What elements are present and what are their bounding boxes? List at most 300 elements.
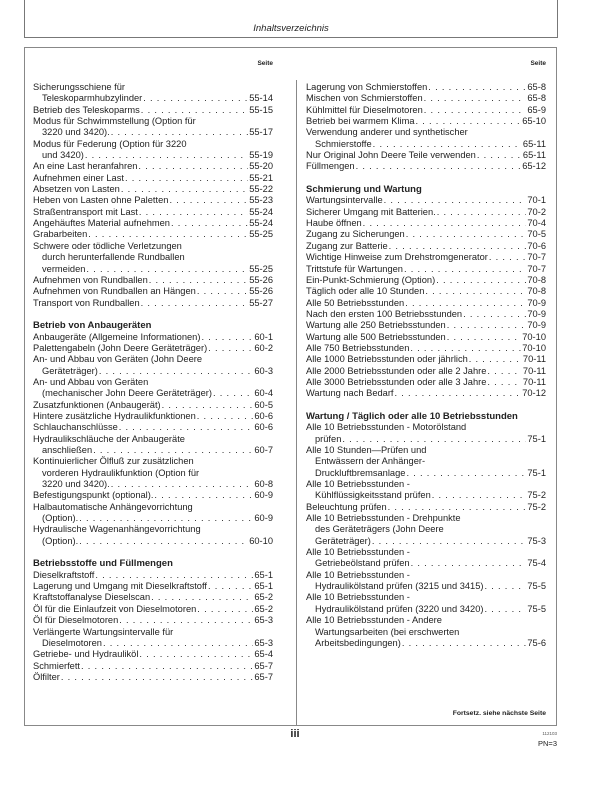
toc-page-ref[interactable]: 55-25 bbox=[249, 229, 273, 240]
toc-page-ref[interactable]: 55-17 bbox=[249, 127, 273, 138]
toc-entry[interactable] bbox=[33, 502, 273, 525]
toc-page-ref[interactable]: 65-2 bbox=[254, 603, 273, 614]
toc-entry-row bbox=[33, 286, 273, 297]
toc-entry[interactable] bbox=[306, 275, 546, 286]
toc-entry[interactable] bbox=[306, 422, 546, 445]
toc-entry[interactable] bbox=[306, 207, 546, 218]
toc-page-ref[interactable]: 65-3 bbox=[254, 637, 273, 648]
toc-entry-text: Anbaugeräte (Allgemeine Informationen) bbox=[33, 331, 201, 342]
toc-entry-row bbox=[306, 275, 546, 286]
toc-entry-text: An eine Last heranfahren bbox=[33, 161, 138, 172]
toc-page-ref[interactable]: 55-14 bbox=[249, 93, 273, 104]
toc-entry[interactable] bbox=[33, 592, 273, 603]
toc-entry[interactable] bbox=[33, 241, 273, 275]
dot-leader bbox=[93, 445, 253, 456]
toc-entry[interactable] bbox=[33, 332, 273, 343]
dot-leader bbox=[485, 604, 527, 615]
toc-entry[interactable] bbox=[306, 298, 546, 309]
dot-leader bbox=[169, 195, 248, 206]
dot-leader bbox=[141, 298, 249, 309]
toc-entry-row bbox=[306, 354, 546, 365]
toc-entry-row bbox=[33, 207, 273, 218]
toc-entry-row bbox=[306, 229, 546, 240]
toc-entry-row bbox=[306, 468, 546, 479]
toc-page-ref[interactable]: 55-15 bbox=[249, 104, 273, 115]
toc-entry-row bbox=[306, 241, 546, 252]
toc-entry-text: An- und Abbau von Geräten (John Deere bbox=[33, 354, 203, 365]
toc-entry-text: Verlängerte Wartungsintervalle für bbox=[33, 626, 174, 637]
dot-leader bbox=[95, 570, 253, 581]
dot-leader bbox=[85, 150, 248, 161]
toc-entry[interactable] bbox=[33, 218, 273, 229]
document-code: 112103 bbox=[542, 731, 557, 736]
toc-entry-text: Füllmengen bbox=[306, 161, 355, 172]
toc-entry[interactable] bbox=[33, 229, 273, 240]
toc-page-ref[interactable]: 65-11 bbox=[522, 138, 546, 149]
toc-page-ref[interactable]: 65-2 bbox=[254, 592, 273, 603]
toc-page-ref[interactable]: 65-8 bbox=[527, 93, 546, 104]
toc-page-ref[interactable]: 55-27 bbox=[249, 297, 273, 308]
toc-entry[interactable] bbox=[33, 604, 273, 615]
toc-entry[interactable] bbox=[306, 161, 546, 172]
dot-leader bbox=[151, 592, 253, 603]
toc-page-ref[interactable]: 60-6 bbox=[254, 422, 273, 433]
toc-entry[interactable] bbox=[33, 400, 273, 411]
dot-leader bbox=[487, 366, 522, 377]
toc-entry-text: durch herunterfallende Rundballen bbox=[42, 252, 185, 263]
toc-entry[interactable] bbox=[306, 332, 546, 343]
toc-page-ref[interactable]: 65-3 bbox=[254, 615, 273, 626]
toc-entry-text: Alle 2000 Betriebsstunden oder alle 2 Jahre bbox=[306, 365, 487, 376]
toc-entry[interactable] bbox=[306, 354, 546, 365]
toc-page-ref[interactable]: 65-9 bbox=[527, 104, 546, 115]
toc-entry-text: Angehäuftes Material aufnehmen bbox=[33, 218, 170, 229]
toc-page-ref[interactable]: 55-26 bbox=[249, 286, 273, 297]
toc-page-ref[interactable]: 70-10 bbox=[522, 342, 546, 353]
dot-leader bbox=[171, 218, 248, 229]
toc-entry-row bbox=[33, 229, 273, 240]
toc-entry-row bbox=[33, 332, 273, 343]
toc-page-ref[interactable]: 55-24 bbox=[249, 206, 273, 217]
toc-entry-row bbox=[33, 195, 273, 206]
dot-leader bbox=[99, 366, 254, 377]
toc-entry-row bbox=[33, 127, 273, 138]
toc-entry[interactable] bbox=[306, 116, 546, 127]
toc-entry-text: Kühlflüssigkeitsstand prüfen bbox=[315, 490, 431, 501]
toc-entry[interactable] bbox=[33, 354, 273, 377]
dot-leader bbox=[139, 649, 253, 660]
toc-page-ref[interactable]: 70-9 bbox=[527, 308, 546, 319]
toc-page-ref[interactable]: 70-9 bbox=[527, 320, 546, 331]
dot-leader bbox=[81, 661, 253, 672]
dot-leader bbox=[487, 377, 522, 388]
toc-page-ref[interactable]: 60-6 bbox=[254, 410, 273, 421]
toc-entry[interactable] bbox=[306, 502, 546, 513]
dot-leader bbox=[61, 672, 254, 683]
toc-entry[interactable] bbox=[33, 649, 273, 660]
toc-page-ref[interactable]: 70-2 bbox=[527, 206, 546, 217]
dot-leader bbox=[356, 161, 522, 172]
toc-entry-text: Entwässern der Anhänger- bbox=[315, 456, 426, 467]
dot-leader bbox=[447, 320, 527, 331]
seite-label-right: Seite bbox=[530, 60, 546, 67]
toc-entry-row bbox=[306, 116, 546, 127]
toc-entry-text: Hydraulikölstand prüfen (3215 und 3415) bbox=[315, 581, 484, 592]
toc-page-ref[interactable]: 70-11 bbox=[522, 376, 546, 387]
toc-page-ref[interactable]: 70-5 bbox=[527, 229, 546, 240]
toc-entry[interactable] bbox=[306, 615, 546, 649]
toc-entry[interactable] bbox=[306, 82, 546, 93]
toc-entry-row bbox=[306, 388, 546, 399]
toc-entry[interactable] bbox=[306, 479, 546, 502]
toc-entry-text: Palettengabeln (John Deere Geräteträger) bbox=[33, 342, 208, 353]
toc-entry[interactable] bbox=[33, 377, 273, 400]
toc-entry-text: Absetzen von Lasten bbox=[33, 184, 120, 195]
dot-leader bbox=[138, 161, 248, 172]
toc-page-ref[interactable]: 60-3 bbox=[254, 365, 273, 376]
toc-entry[interactable] bbox=[33, 105, 273, 116]
toc-page-ref[interactable]: 60-8 bbox=[254, 479, 273, 490]
toc-page-ref[interactable]: 70-1 bbox=[527, 195, 546, 206]
toc-entry-text: Mischen von Schmierstoffen bbox=[306, 93, 423, 104]
toc-entry-row bbox=[33, 400, 273, 411]
toc-page-ref[interactable]: 65-12 bbox=[522, 161, 546, 172]
toc-entry-text: Modus für Federung (Option für 3220 bbox=[33, 138, 187, 149]
toc-entry[interactable] bbox=[33, 456, 273, 490]
toc-entry-text: Alle 10 Betriebsstunden - bbox=[306, 569, 410, 580]
toc-entry-row bbox=[33, 513, 273, 524]
dot-leader bbox=[469, 354, 522, 365]
toc-entry-text: Hydraulikölstand prüfen (3220 und 3420) bbox=[315, 603, 484, 614]
toc-page-ref[interactable]: 75-5 bbox=[527, 581, 546, 592]
toc-page-ref[interactable]: 75-6 bbox=[527, 637, 546, 648]
toc-page-ref[interactable]: 70-7 bbox=[527, 252, 546, 263]
toc-entry-text: Zugang zu Sicherungen bbox=[306, 229, 405, 240]
dot-leader bbox=[406, 229, 527, 240]
toc-entry-text: Ölfilter bbox=[33, 671, 60, 682]
dot-leader bbox=[79, 513, 253, 524]
toc-entry[interactable] bbox=[306, 229, 546, 240]
dot-leader bbox=[373, 139, 522, 150]
toc-entry[interactable] bbox=[306, 105, 546, 116]
toc-entry[interactable] bbox=[33, 173, 273, 184]
column-divider bbox=[296, 80, 297, 726]
toc-entry-row bbox=[306, 82, 546, 93]
toc-entry-row bbox=[306, 604, 546, 615]
toc-entry[interactable] bbox=[33, 195, 273, 206]
toc-entry-text: Alle 10 Betriebsstunden - bbox=[306, 592, 410, 603]
dot-leader bbox=[119, 615, 253, 626]
toc-page-ref[interactable]: 75-3 bbox=[527, 535, 546, 546]
toc-page-ref[interactable]: 55-25 bbox=[249, 263, 273, 274]
toc-entry[interactable] bbox=[33, 411, 273, 422]
toc-entry-text: Alle 10 Betriebsstunden - Drehpunkte bbox=[306, 513, 461, 524]
dot-leader bbox=[436, 275, 526, 286]
toc-entry-text: Nach den ersten 100 Betriebsstunden bbox=[306, 308, 463, 319]
toc-entry-text: Öl für Dieselmotoren bbox=[33, 615, 119, 626]
toc-entry[interactable] bbox=[306, 241, 546, 252]
toc-entry-text: Lagerung von Schmierstoffen bbox=[306, 82, 428, 92]
toc-entry-row bbox=[33, 672, 273, 683]
toc-entry[interactable] bbox=[306, 150, 546, 161]
toc-entry[interactable] bbox=[306, 252, 546, 263]
toc-page-ref[interactable]: 70-4 bbox=[527, 218, 546, 229]
toc-entry[interactable] bbox=[33, 184, 273, 195]
dot-leader bbox=[477, 150, 522, 161]
dot-leader bbox=[489, 252, 527, 263]
toc-entry-text: Halbautomatische Anhängevorrichtung bbox=[33, 501, 193, 512]
toc-page-ref[interactable]: 55-23 bbox=[249, 195, 273, 206]
dot-leader bbox=[432, 490, 527, 501]
toc-entry[interactable] bbox=[33, 275, 273, 286]
toc-entry-text: Verwendung anderer und synthetischer bbox=[306, 127, 468, 138]
toc-page-ref[interactable]: 70-9 bbox=[527, 297, 546, 308]
toc-page-ref[interactable]: 60-1 bbox=[254, 331, 273, 342]
toc-entry-row bbox=[33, 366, 273, 377]
toc-page-ref[interactable]: 60-9 bbox=[254, 490, 273, 501]
toc-entry[interactable] bbox=[306, 93, 546, 104]
dot-leader bbox=[79, 536, 248, 547]
toc-page-ref[interactable]: 65-10 bbox=[522, 116, 546, 127]
toc-entry[interactable] bbox=[306, 264, 546, 275]
toc-entry-row bbox=[306, 93, 546, 104]
toc-entry-text: Trittstufe für Wartungen bbox=[306, 263, 403, 274]
toc-entry-text: Heben von Lasten ohne Paletten bbox=[33, 195, 169, 206]
toc-entry-text: Lagerung und Umgang mit Dieselkraftstoff bbox=[33, 581, 207, 592]
toc-page-ref[interactable]: 60-2 bbox=[254, 342, 273, 353]
toc-entry-text: Haube öffnen bbox=[306, 218, 362, 229]
dot-leader bbox=[428, 82, 526, 93]
toc-entry-text: Wartung nach Bedarf bbox=[306, 388, 394, 399]
dot-leader bbox=[143, 93, 248, 104]
toc-entry[interactable] bbox=[306, 320, 546, 331]
toc-page-ref[interactable]: 65-8 bbox=[527, 82, 546, 92]
toc-page-ref[interactable]: 65-11 bbox=[522, 150, 546, 161]
toc-entry-text: Getriebe- und Hydrauliköl bbox=[33, 649, 139, 660]
toc-entry[interactable] bbox=[306, 592, 546, 615]
dot-leader bbox=[103, 638, 253, 649]
section-heading: Schmierung und Wartung bbox=[306, 184, 422, 196]
toc-entry-row bbox=[306, 320, 546, 331]
toc-page-ref[interactable]: 75-4 bbox=[527, 558, 546, 569]
toc-entry[interactable] bbox=[306, 388, 546, 399]
toc-page-ref[interactable]: 70-12 bbox=[522, 388, 546, 399]
toc-page-ref[interactable]: 55-19 bbox=[249, 150, 273, 161]
toc-entry-row bbox=[306, 638, 546, 649]
page-number: iii bbox=[290, 728, 300, 740]
dot-leader bbox=[213, 388, 253, 399]
continued-note: Fortsetz. siehe nächste Seite bbox=[452, 710, 546, 717]
toc-page-ref[interactable]: 65-7 bbox=[254, 660, 273, 671]
toc-page-ref[interactable]: 70-8 bbox=[527, 274, 546, 285]
toc-page-ref[interactable]: 70-11 bbox=[522, 354, 546, 365]
dot-leader bbox=[363, 218, 527, 229]
toc-entry-text: Arbeitsbedingungen) bbox=[315, 637, 401, 648]
dot-leader bbox=[88, 229, 248, 240]
toc-entry-text: Alle 10 Betriebsstunden - Motorölstand bbox=[306, 422, 467, 433]
toc-page-ref[interactable]: 55-24 bbox=[249, 218, 273, 229]
toc-page-ref[interactable]: 65-7 bbox=[254, 671, 273, 682]
toc-entry[interactable] bbox=[306, 127, 546, 150]
toc-entry-row bbox=[33, 343, 273, 354]
dot-leader bbox=[121, 184, 248, 195]
toc-page-ref[interactable]: 70-11 bbox=[522, 365, 546, 376]
toc-entry[interactable] bbox=[306, 309, 546, 320]
toc-entry-row bbox=[33, 570, 273, 581]
toc-page-ref[interactable]: 65-4 bbox=[254, 649, 273, 660]
toc-page-ref[interactable]: 60-7 bbox=[254, 445, 273, 455]
toc-page-ref[interactable]: 70-10 bbox=[522, 331, 546, 342]
toc-entry[interactable] bbox=[33, 207, 273, 218]
toc-entry-row bbox=[306, 150, 546, 161]
toc-entry[interactable] bbox=[306, 218, 546, 229]
toc-entry-row bbox=[33, 422, 273, 433]
toc-page-ref[interactable]: 70-8 bbox=[527, 286, 546, 297]
toc-entry-text: Wartung alle 500 Betriebsstunden bbox=[306, 331, 446, 342]
toc-entry[interactable] bbox=[33, 581, 273, 592]
toc-entry-row bbox=[306, 161, 546, 172]
toc-entry[interactable] bbox=[306, 366, 546, 377]
toc-entry-text: Modus für Schwimmstellung (Option für bbox=[33, 116, 196, 127]
toc-entry[interactable] bbox=[33, 343, 273, 354]
toc-entry-text: Druckluftbremsanlage bbox=[315, 467, 406, 478]
section-heading: Betriebsstoffe und Füllmengen bbox=[33, 558, 173, 570]
toc-entry-text: Dieselkraftstoff bbox=[33, 569, 95, 580]
toc-entry-row bbox=[306, 195, 546, 206]
toc-entry-text: Alle 10 Betriebsstunden - Andere bbox=[306, 615, 442, 626]
toc-entry[interactable] bbox=[306, 377, 546, 388]
toc-entry[interactable] bbox=[33, 672, 273, 683]
toc-entry[interactable] bbox=[33, 434, 273, 457]
toc-entry[interactable] bbox=[33, 116, 273, 139]
toc-entry[interactable] bbox=[33, 627, 273, 650]
toc-entry-text: (Option). bbox=[42, 513, 79, 524]
toc-page-ref[interactable]: 55-21 bbox=[249, 172, 273, 183]
toc-entry-row bbox=[33, 592, 273, 603]
toc-entry-row bbox=[306, 298, 546, 309]
toc-entry[interactable] bbox=[33, 661, 273, 672]
toc-entry[interactable] bbox=[33, 139, 273, 162]
toc-entry[interactable] bbox=[33, 524, 273, 547]
toc-entry-row bbox=[306, 558, 546, 569]
dot-leader bbox=[405, 298, 526, 309]
toc-entry-text: (mechanischer John Deere Geräteträger) bbox=[42, 388, 213, 399]
toc-page-ref[interactable]: 75-2 bbox=[527, 501, 546, 512]
toc-entry-text: Wartung alle 250 Betriebsstunden bbox=[306, 320, 446, 331]
toc-entry-row bbox=[306, 218, 546, 229]
toc-entry-text: Teleskoparmhubzylinder bbox=[42, 93, 143, 104]
toc-page-ref[interactable]: 75-1 bbox=[527, 467, 546, 478]
toc-entry-row bbox=[306, 366, 546, 377]
toc-entry-text: Betrieb des Teleskoparms bbox=[33, 104, 140, 115]
toc-entry-row bbox=[306, 536, 546, 547]
toc-entry[interactable] bbox=[33, 82, 273, 105]
dot-leader bbox=[141, 105, 248, 116]
dot-leader bbox=[384, 195, 527, 206]
dot-leader bbox=[197, 411, 254, 422]
toc-entry[interactable] bbox=[306, 570, 546, 593]
toc-entry[interactable] bbox=[33, 490, 273, 501]
toc-page-ref[interactable]: 55-26 bbox=[249, 274, 273, 285]
toc-page-ref[interactable]: 55-22 bbox=[249, 184, 273, 195]
toc-entry-row bbox=[306, 264, 546, 275]
toc-page-ref[interactable]: 65-1 bbox=[254, 569, 273, 580]
toc-entry-text: vermeiden bbox=[42, 263, 86, 274]
toc-entry-text: An- und Abbau von Geräten bbox=[33, 376, 149, 387]
toc-entry[interactable] bbox=[33, 298, 273, 309]
toc-page-ref[interactable]: 65-1 bbox=[254, 581, 273, 592]
toc-entry-text: Beleuchtung prüfen bbox=[306, 501, 387, 512]
toc-entry-row bbox=[33, 638, 273, 649]
toc-entry[interactable] bbox=[306, 547, 546, 570]
toc-entry[interactable] bbox=[33, 161, 273, 172]
toc-entry-row bbox=[33, 661, 273, 672]
dot-leader bbox=[416, 116, 522, 127]
page-title: Inhaltsverzeichnis bbox=[253, 23, 329, 34]
toc-entry-row bbox=[306, 286, 546, 297]
dot-leader bbox=[139, 207, 248, 218]
toc-entry[interactable] bbox=[33, 422, 273, 433]
toc-entry-text: 3220 und 3420). bbox=[42, 479, 110, 490]
toc-page-ref[interactable]: 75-5 bbox=[527, 603, 546, 614]
toc-entry-text: Alle 750 Betriebsstunden bbox=[306, 342, 410, 353]
pn-label: PN=3 bbox=[538, 739, 557, 748]
toc-entry-text: Alle 50 Betriebsstunden bbox=[306, 297, 405, 308]
toc-page-ref[interactable]: 75-2 bbox=[527, 490, 546, 501]
toc-page-ref[interactable]: 60-5 bbox=[254, 399, 273, 410]
toc-entry[interactable] bbox=[33, 615, 273, 626]
toc-entry-text: Dieselmotoren bbox=[42, 637, 102, 648]
dot-leader bbox=[119, 422, 254, 433]
toc-entry-text: prüfen bbox=[315, 433, 342, 444]
toc-entry-text: Getriebeölstand prüfen bbox=[315, 558, 410, 569]
toc-entry[interactable] bbox=[33, 570, 273, 581]
toc-entry-row bbox=[33, 479, 273, 490]
toc-entry-row bbox=[306, 502, 546, 513]
toc-entry-text: Zugang zur Batterie bbox=[306, 240, 388, 251]
toc-page-ref[interactable]: 60-4 bbox=[254, 388, 273, 399]
toc-page-ref[interactable]: 70-7 bbox=[527, 263, 546, 274]
toc-entry[interactable] bbox=[33, 286, 273, 297]
toc-entry[interactable] bbox=[306, 445, 546, 479]
toc-entry[interactable] bbox=[306, 286, 546, 297]
toc-entry-text: Befestigungspunkt (optional). bbox=[33, 490, 154, 501]
toc-entry[interactable] bbox=[306, 343, 546, 354]
toc-entry-row bbox=[306, 309, 546, 320]
toc-page-ref[interactable]: 55-20 bbox=[249, 161, 273, 172]
toc-entry-row bbox=[306, 207, 546, 218]
toc-entry[interactable] bbox=[306, 195, 546, 206]
toc-entry-text: Alle 10 Betriebsstunden - bbox=[306, 547, 410, 558]
toc-page-ref[interactable]: 60-9 bbox=[254, 513, 273, 524]
toc-entry-text: Alle 10 Betriebsstunden - bbox=[306, 479, 410, 490]
toc-entry-text: Sicherer Umgang mit Batterien. bbox=[306, 206, 436, 217]
dot-leader bbox=[437, 207, 527, 218]
dot-leader bbox=[86, 264, 248, 275]
dot-leader bbox=[342, 434, 526, 445]
toc-page-ref[interactable]: 70-6 bbox=[527, 240, 546, 251]
toc-entry-text: Wichtige Hinweise zum Drehstromgenerator bbox=[306, 252, 488, 263]
dot-leader bbox=[404, 264, 526, 275]
toc-entry[interactable] bbox=[306, 513, 546, 547]
toc-entry-row bbox=[306, 332, 546, 343]
toc-page-ref[interactable]: 60-10 bbox=[249, 535, 273, 546]
dot-leader bbox=[424, 105, 527, 116]
toc-page-ref[interactable]: 75-1 bbox=[527, 433, 546, 444]
toc-entry-row bbox=[33, 581, 273, 592]
toc-entry-text: (Option). bbox=[42, 535, 79, 546]
toc-entry-text: vorderen Hydraulikfunktion (Option für bbox=[42, 467, 200, 478]
